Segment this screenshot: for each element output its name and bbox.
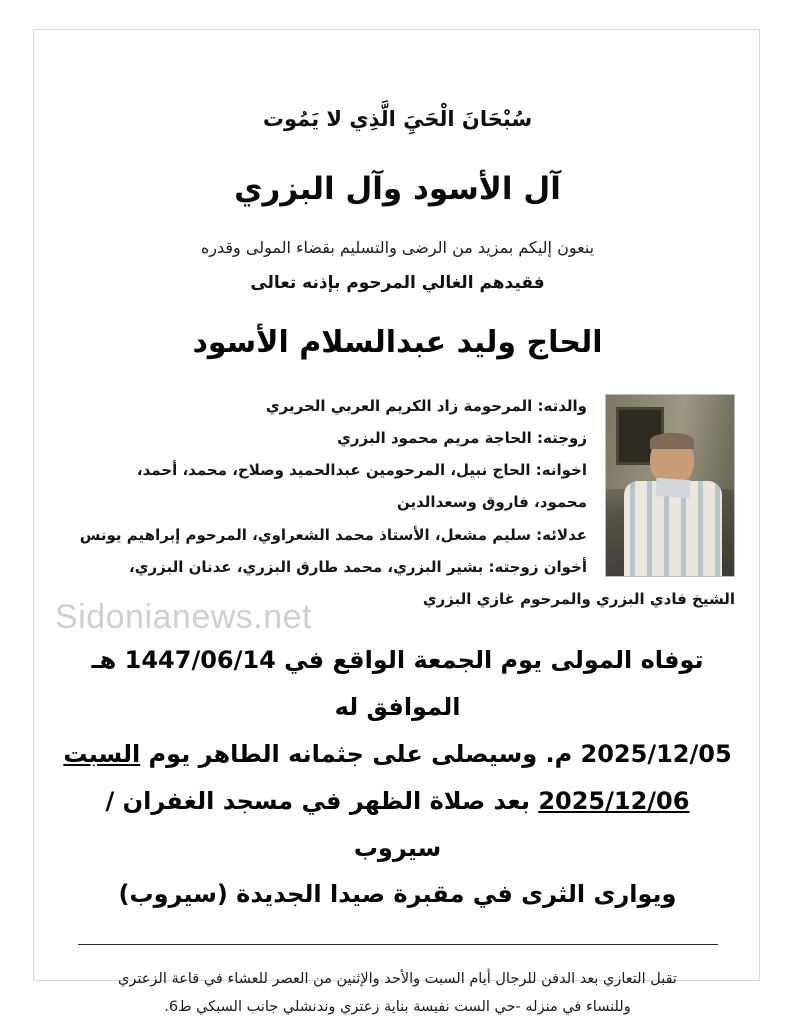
relative-line: الشيخ فادي البزري والمرحوم غازي البزري [422,590,735,609]
watermark-text: Sidonianews.net [55,598,313,636]
announcement-text: ينعون إليكم بمزيد من الرضى والتسليم بقضاء المولى وقدره [200,237,595,257]
funeral-line1-post: هـ الموافق له [91,646,461,722]
relative-line: أخوان زوجته: بشير البزري، محمد طارق البزري، عدنان البزري، [129,557,587,576]
relative-line: محمود، فاروق وسعدالدين [397,493,587,512]
deceased-intro-text: فقيدهم الغالي المرحوم بإذنه تعالى [250,273,545,294]
relative-line: اخوانه: الحاج نبيل، المرحومين عبدالحميد وصلاح، محمد، أحمد، [136,461,587,480]
families-title: آل الأسود وآل البزري [234,170,561,207]
funeral-line-2 [60,731,735,778]
obituary-content [60,52,735,1022]
photo-collar [655,478,690,498]
funeral-details [60,637,735,918]
funeral-line-4: ويوارى الثرى في مقبرة صيدا الجديدة (سيروب) [118,880,677,909]
funeral-line1-pre: توفاه المولى يوم الجمعة الواقع في [275,646,704,675]
obituary-card [33,29,760,1016]
hijri-date: 1447/06/14 [124,646,276,675]
relatives-section [60,390,735,616]
funeral-day: السبت [63,740,141,769]
photo-hair [650,433,694,449]
funeral-line-1 [60,637,735,731]
condolences-line: وللنساء في منزله -حي الست نفيسة بناية زعتري وندنشلي جانب السبكي ط6. [164,999,631,1016]
relative-line: عدلائه: سليم مشعل، الأستاذ محمد الشعراوي، المرحوم إبراهيم يونس [79,525,587,544]
relative-line: زوجته: الحاجة مريم محمود البزري [337,428,587,447]
condolences-section [60,965,735,1022]
funeral-date: 2025/12/06 [538,786,690,815]
gregorian-death-date: 2025/12/05 [580,740,732,769]
funeral-line-3 [60,778,735,872]
basmala-text: سُبْحَانَ الْحَيَِ الَّذِي لا يَمُوت [262,107,533,131]
funeral-line2-text: م. وسيصلى على جثمانه الطاهر يوم [140,740,581,769]
portrait-photo [605,394,735,577]
funeral-line3-text: بعد صلاة الظهر في مسجد الغفران / سيروب [105,786,539,862]
section-divider [78,944,718,945]
relative-line: والدته: المرحومة زاد الكريم العربي الحريري [265,396,587,415]
condolences-line: تقبل التعازي بعد الدفن للرجال أيام السبت والأحد والإثنين من العصر للعشاء في قاعة الزعتري [118,971,677,988]
deceased-name: الحاج وليد عبدالسلام الأسود [192,324,603,360]
